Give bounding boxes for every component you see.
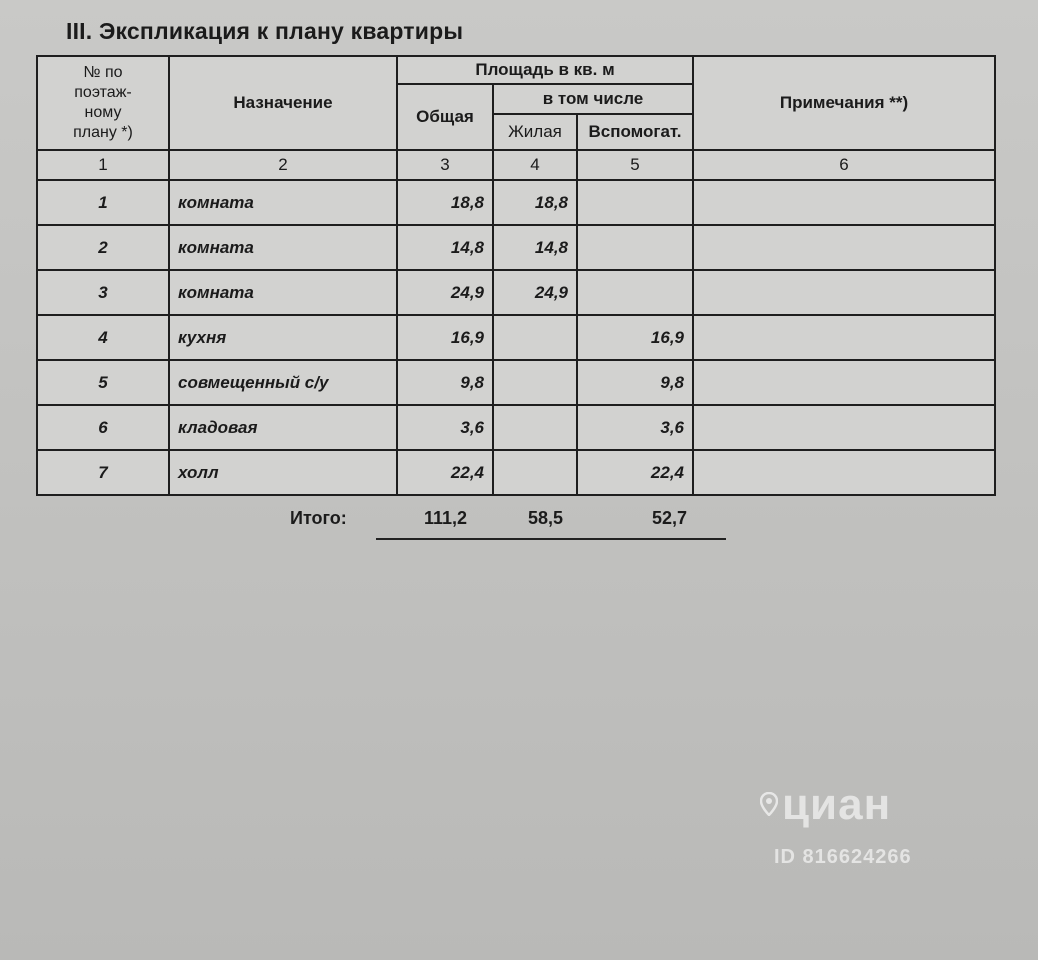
room-note — [693, 270, 995, 315]
room-living-area — [493, 360, 577, 405]
header-room-number-line: поэтаж- — [74, 84, 132, 101]
room-number: 7 — [37, 450, 169, 495]
room-living-area: 14,8 — [493, 225, 577, 270]
explication-table — [36, 55, 996, 496]
header-notes: Примечания **) — [693, 56, 995, 150]
room-purpose: кухня — [169, 315, 397, 360]
page-title: III. Экспликация к плану квартиры — [66, 18, 464, 44]
header-room-number-line: ному — [84, 104, 122, 121]
table-row — [37, 450, 995, 495]
column-number: 5 — [577, 150, 693, 180]
room-number: 1 — [37, 180, 169, 225]
room-total-area: 16,9 — [397, 315, 493, 360]
room-number: 6 — [37, 405, 169, 450]
room-purpose: комната — [169, 180, 397, 225]
header-aux-area: Вспомогат. — [577, 114, 693, 150]
watermark — [752, 780, 962, 880]
totals-living-area: 58,5 — [528, 508, 564, 528]
room-living-area — [493, 405, 577, 450]
table-row — [37, 270, 995, 315]
room-aux-area — [577, 270, 693, 315]
header-row-1 — [37, 56, 995, 84]
header-room-number-line: № по — [83, 64, 123, 81]
room-aux-area: 16,9 — [577, 315, 693, 360]
room-note — [693, 315, 995, 360]
room-aux-area — [577, 225, 693, 270]
column-number: 3 — [397, 150, 493, 180]
room-note — [693, 360, 995, 405]
room-note — [693, 450, 995, 495]
room-total-area: 24,9 — [397, 270, 493, 315]
room-aux-area: 9,8 — [577, 360, 693, 405]
room-number: 2 — [37, 225, 169, 270]
room-living-area — [493, 450, 577, 495]
totals-row — [290, 508, 730, 538]
table-row — [37, 180, 995, 225]
room-living-area — [493, 315, 577, 360]
table-row — [37, 360, 995, 405]
room-total-area: 18,8 — [397, 180, 493, 225]
room-note — [693, 225, 995, 270]
column-number: 2 — [169, 150, 397, 180]
header-purpose: Назначение — [169, 56, 397, 150]
totals-total-area: 111,2 — [424, 508, 468, 528]
room-number: 4 — [37, 315, 169, 360]
column-number: 1 — [37, 150, 169, 180]
header-room-number — [37, 56, 169, 150]
column-number: 4 — [493, 150, 577, 180]
column-number: 6 — [693, 150, 995, 180]
totals-underline — [376, 538, 726, 540]
room-aux-area: 22,4 — [577, 450, 693, 495]
room-total-area: 3,6 — [397, 405, 493, 450]
room-number: 3 — [37, 270, 169, 315]
room-purpose: комната — [169, 270, 397, 315]
room-purpose: кладовая — [169, 405, 397, 450]
header-including: в том числе — [493, 84, 693, 114]
room-living-area: 24,9 — [493, 270, 577, 315]
header-living-area: Жилая — [493, 114, 577, 150]
room-living-area: 18,8 — [493, 180, 577, 225]
room-total-area: 9,8 — [397, 360, 493, 405]
room-total-area: 14,8 — [397, 225, 493, 270]
column-number-row — [37, 150, 995, 180]
room-aux-area — [577, 180, 693, 225]
table-row — [37, 225, 995, 270]
room-aux-area: 3,6 — [577, 405, 693, 450]
totals-aux-area: 52,7 — [652, 508, 688, 528]
room-total-area: 22,4 — [397, 450, 493, 495]
room-number: 5 — [37, 360, 169, 405]
room-note — [693, 180, 995, 225]
header-total-area: Общая — [397, 84, 493, 150]
location-pin-icon — [760, 792, 778, 816]
header-area-group: Площадь в кв. м — [397, 56, 693, 84]
room-note — [693, 405, 995, 450]
room-purpose: холл — [169, 450, 397, 495]
watermark-brand: циан — [782, 780, 892, 829]
totals-label: Итого: — [290, 508, 347, 528]
watermark-id: ID 816624266 — [774, 846, 912, 868]
header-room-number-line: плану *) — [73, 124, 133, 141]
table-row — [37, 315, 995, 360]
room-purpose: совмещенный с/у — [169, 360, 397, 405]
room-purpose: комната — [169, 225, 397, 270]
table-row — [37, 405, 995, 450]
